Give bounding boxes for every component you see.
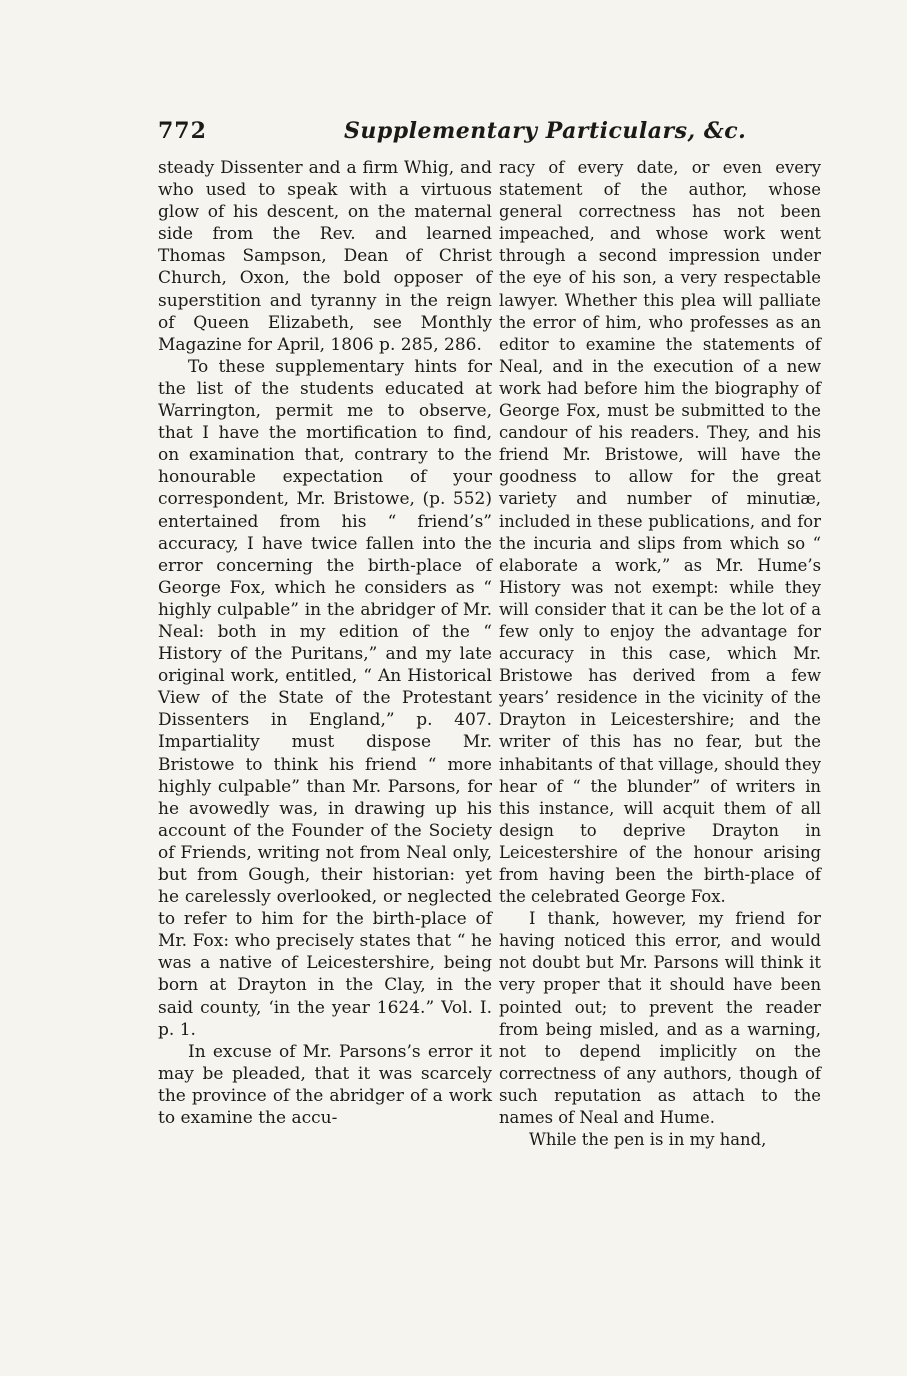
page-number: 772 [158,118,207,144]
left-column [158,157,492,1129]
running-head: Supplementary Particulars, &c. [344,118,747,144]
page-header [158,118,818,152]
left-paragraph-1: steady Dissenter and a firm Whig, and who used to speak with a virtuous glow of his descent, on the maternal side from the Rev. and learned Thomas Sampson, Dean of Christ Church, Oxon, the bold opposer of superstition and tyranny in the reign of Queen Elizabeth, see Monthly Magazine for April, 1806 p. 285, 286. [158,158,492,355]
right-paragraph-2: I thank, however, my friend for having noticed this error, and would not doubt but Mr. Parsons will think it very proper that it should have been pointed out; to prevent the reader from being misled, and as a warning, not to depend implicitly on the correctness of any authors, though of such reputation as attach to the names of Neal and Hume. [499,909,821,1128]
left-paragraph-3: In excuse of Mr. Parsons’s error it may be pleaded, that it was scarcely the province of the abridger of a work to examine the accu- [158,1041,492,1129]
right-paragraph-1: racy of every date, or even every statement of the author, whose general correctness has not been impeached, and whose work went through a second impression under the eye of his son, a very respectable lawyer. Whether this plea will palliate the error of him, who professes as an editor to examine the statements of Neal, and in the execution of a new work had before him the biography of George Fox, must be submitted to the candour of his readers. They, and his friend Mr. Bristowe, will have the goodness to allow for the great variety and number of minutiæ, included in these publications, and for the incuria and slips from which so “ elaborate a work,” as Mr. Hume’s History was not exempt: while they will consider that it can be the lot of a few only to enjoy the advantage for accuracy in this case, which Mr. Bristowe has derived from a few years’ residence in the vicinity of the Drayton in Leicestershire; and the writer of this has no fear, but the inhabitants of that village, should they hear of “ the blunder” of writers in this instance, will acquit them of all design to deprive Drayton in Leicestershire of the honour arising from having been the birth-place of the celebrated George Fox. [499,158,821,907]
right-paragraph-3: While the pen is in my hand, [529,1130,767,1150]
right-column [499,157,821,1151]
left-paragraph-2: To these supplementary hints for the list of the students educated at Warrington, permit me to observe, that I have the mortification to find, on examination that, contrary to the honourable expectation of your correspondent, Mr. Bristowe, (p. 552) entertained from his “ friend’s” accuracy, I have twice fallen into the error concerning the birth-place of George Fox, which he considers as “ highly culpable” in the abridger of Mr. Neal: both in my edition of the “ History of the Puritans,” and my late original work, entitled, “ An Historical View of the State of the Protestant Dissenters in England,” p. 407. Impartiality must dispose Mr. Bristowe to think his friend “ more highly culpable” than Mr. Parsons, for he avowedly was, in drawing up his account of the Founder of the Society of Friends, writing not from Neal only, but from Gough, their historian: yet he carelessly overlooked, or neglected to refer to him for the birth-place of Mr. Fox: who precisely states that “ he was a native of Leicestershire, being born at Drayton in the Clay, in the said county, ‘in the year 1624.” Vol. I. p. 1. [158,356,492,1040]
